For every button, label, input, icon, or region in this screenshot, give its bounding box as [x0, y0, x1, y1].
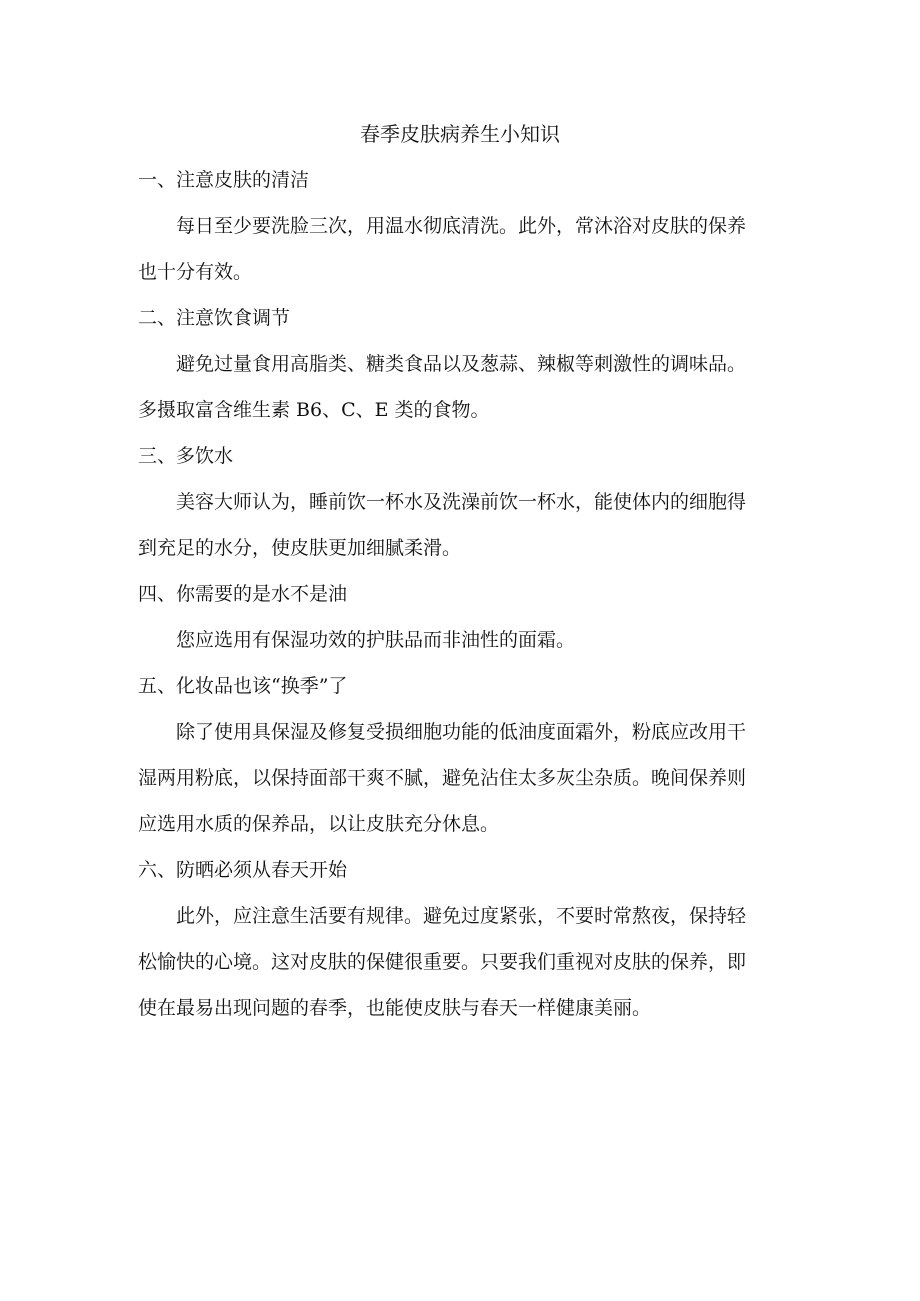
section-3: [138, 439, 786, 565]
paragraph-line: 美容大师认为，睡前饮一杯水及洗澡前饮一杯水，能使体内的细胞得: [176, 491, 747, 513]
paragraph-line: 湿两用粉底，以保持面部干爽不腻，避免沾住太多灰尘杂质。晚间保养则: [138, 767, 747, 789]
section-paragraph: [138, 623, 786, 657]
paragraph-line: 多摄取富含维生素 B6、C、E 类的食物。: [138, 399, 490, 421]
section-heading: 五、化妆品也该“换季”了: [138, 675, 348, 697]
section-6: [138, 853, 786, 1025]
section-paragraph: [138, 209, 786, 289]
paragraph-line: 应选用水质的保养品，以让皮肤充分休息。: [138, 813, 500, 835]
paragraph-line: 使在最易出现问题的春季，也能使皮肤与春天一样健康美丽。: [138, 997, 652, 1019]
paragraph-line: 每日至少要洗脸三次，用温水彻底清洗。此外，常沐浴对皮肤的保养: [176, 215, 747, 237]
section-heading: 六、防晒必须从春天开始: [138, 859, 348, 881]
paragraph-line: 也十分有效。: [138, 261, 253, 283]
section-2: [138, 301, 786, 427]
paragraph-line: 到充足的水分，使皮肤更加细腻柔滑。: [138, 537, 462, 559]
section-heading: 二、注意饮食调节: [138, 307, 291, 329]
document-title: 春季皮肤病养生小知识: [360, 122, 560, 146]
section-5: [138, 669, 786, 841]
section-paragraph: [138, 715, 786, 841]
section-4: [138, 577, 786, 657]
section-heading: 一、注意皮肤的清洁: [138, 169, 310, 191]
paragraph-line: 您应选用有保湿功效的护肤品而非油性的面霜。: [176, 629, 576, 651]
section-paragraph: [138, 485, 786, 565]
section-heading: 三、多饮水: [138, 445, 234, 467]
paragraph-line: 此外，应注意生活要有规律。避免过度紧张，不要时常熬夜，保持轻: [176, 905, 747, 927]
paragraph-line: 松愉快的心境。这对皮肤的保健很重要。只要我们重视对皮肤的保养，即: [138, 951, 747, 973]
paragraph-line: 除了使用具保湿及修复受损细胞功能的低油度面霜外，粉底应改用干: [176, 721, 747, 743]
section-paragraph: [138, 347, 786, 427]
section-paragraph: [138, 899, 786, 1025]
document-body: [138, 163, 786, 1037]
section-heading: 四、你需要的是水不是油: [138, 583, 348, 605]
paragraph-line: 避免过量食用高脂类、糖类食品以及葱蒜、辣椒等刺激性的调味品。: [176, 353, 747, 375]
section-1: [138, 163, 786, 289]
